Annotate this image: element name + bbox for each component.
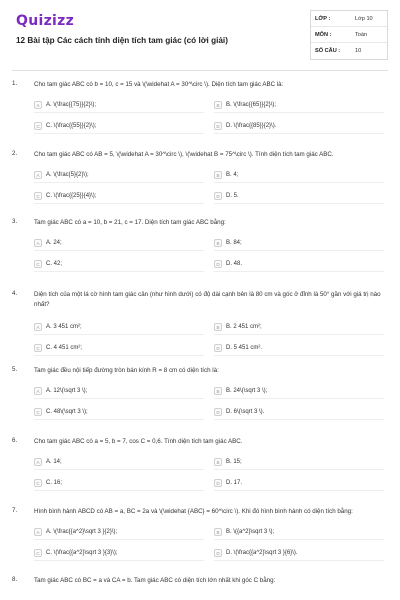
option-a[interactable] (34, 321, 204, 333)
option-letter-box: D (214, 344, 222, 352)
option-underline (214, 539, 384, 540)
option-text: B. 84; (226, 240, 242, 246)
option-underline (214, 419, 384, 420)
option-letter-box: C (34, 408, 42, 416)
option-letter-box: B (214, 387, 222, 395)
option-underline (214, 182, 384, 183)
option-d[interactable] (214, 120, 384, 132)
meta-value: Toán (355, 31, 368, 38)
option-letter-box: B (214, 528, 222, 536)
option-c[interactable] (34, 258, 204, 270)
meta-key: LỚP : (315, 15, 331, 22)
option-b[interactable] (214, 526, 384, 538)
option-text: C. 48\(\sqrt 3 \); (46, 409, 88, 415)
option-d[interactable] (214, 477, 384, 489)
question-number: 5. (12, 366, 18, 373)
question-text: Cho tam giác ABC có a = 5, b = 7, cos C = 0,6. Tính diện tích tam giác ABC. (34, 438, 243, 445)
option-underline (214, 133, 384, 134)
option-underline (34, 355, 204, 356)
option-underline (34, 560, 204, 561)
option-text: C. 42; (46, 261, 63, 267)
meta-row-class (311, 11, 387, 27)
option-a[interactable] (34, 456, 204, 468)
question-number: 2. (12, 150, 18, 157)
option-text: B. 2 451 cm²; (226, 324, 262, 330)
option-letter-box: A (34, 101, 42, 109)
question-number: 8. (12, 576, 18, 583)
document-header (12, 10, 388, 64)
option-b[interactable] (214, 237, 384, 249)
option-text: A. \(\frac{5}{2}\); (46, 172, 89, 178)
option-a[interactable] (34, 237, 204, 249)
option-text: D. 6\(\sqrt 3 \). (226, 409, 265, 415)
option-underline (34, 539, 204, 540)
option-text: A. 14; (46, 459, 62, 465)
question-number: 7. (12, 507, 18, 514)
option-underline (214, 203, 384, 204)
option-b[interactable] (214, 385, 384, 397)
option-text: D. 5 451 cm². (226, 345, 263, 351)
option-underline (34, 398, 204, 399)
question-text: Hình bình hành ABCD có AB = a, BC = 2a và \(\widehat {ABC} = 60^\circ \). Khi đó hình bình hành có diện tích bằng: (34, 508, 353, 515)
option-text: A. 12\(\sqrt 3 \); (46, 388, 88, 394)
question-number: 6. (12, 437, 18, 444)
meta-value: Lớp 10 (355, 15, 373, 22)
option-letter-box: A (34, 323, 42, 331)
option-letter-box: D (214, 122, 222, 130)
option-text: B. 4; (226, 172, 239, 178)
option-letter-box: B (214, 458, 222, 466)
option-b[interactable] (214, 321, 384, 333)
option-letter-box: A (34, 387, 42, 395)
option-text: C. \(\frac{{a^2}\sqrt 3 }{3}\); (46, 550, 118, 556)
option-underline (34, 469, 204, 470)
option-text: D. \(\frac{{85}}{2}\). (226, 123, 277, 129)
document-title: 12 Bài tập Các cách tính diện tích tam giác (có lời giải) (16, 36, 228, 45)
question-number: 1. (12, 80, 18, 87)
option-letter-box: D (214, 479, 222, 487)
option-b[interactable] (214, 169, 384, 181)
option-letter-box: C (34, 549, 42, 557)
option-text: A. \(\frac{{75}}{2}\); (46, 102, 97, 108)
option-underline (214, 112, 384, 113)
option-letter-box: A (34, 239, 42, 247)
option-underline (214, 355, 384, 356)
option-c[interactable] (34, 406, 204, 418)
question-text: Tam giác ABC có BC = a và CA = b. Tam giác ABC có diện tích lớn nhất khi góc C bằng: (34, 577, 276, 584)
option-underline (34, 271, 204, 272)
option-letter-box: B (214, 101, 222, 109)
meta-row-subject (311, 27, 387, 43)
option-c[interactable] (34, 120, 204, 132)
option-underline (34, 419, 204, 420)
quizizz-logo: Quizizz (16, 13, 75, 29)
option-underline (214, 490, 384, 491)
option-text: C. 4 451 cm²; (46, 345, 83, 351)
option-b[interactable] (214, 99, 384, 111)
question-text: Diện tích của một lá cờ hình tam giác cân (như hình dưới) có độ dài cạnh bên là 80 cm và góc ở đỉnh là 50° gần với giá trị nào nhất? (34, 291, 381, 308)
meta-key: MÔN : (315, 31, 332, 38)
option-underline (34, 250, 204, 251)
option-b[interactable] (214, 456, 384, 468)
header-divider (12, 70, 388, 71)
option-letter-box: C (34, 344, 42, 352)
option-c[interactable] (34, 547, 204, 559)
option-c[interactable] (34, 342, 204, 354)
option-letter-box: B (214, 171, 222, 179)
option-underline (214, 250, 384, 251)
option-text: D. \(\frac{{a^2}\sqrt 3 }{6}\). (226, 550, 298, 556)
option-underline (214, 398, 384, 399)
option-a[interactable] (34, 526, 204, 538)
option-c[interactable] (34, 477, 204, 489)
question-text: Tam giác đều nội tiếp đường tròn bán kính R = 8 cm có diện tích là: (34, 367, 219, 374)
question-number: 4. (12, 290, 18, 297)
option-underline (34, 490, 204, 491)
option-letter-box: D (214, 549, 222, 557)
option-text: B. \(\frac{{65}}{2}\); (226, 102, 277, 108)
option-text: A. \(\frac{{a^2}\sqrt 3 }{2}\); (46, 529, 118, 535)
option-text: A. 3 451 cm²; (46, 324, 82, 330)
option-underline (34, 334, 204, 335)
meta-box (310, 10, 388, 60)
option-text: B. 24\(\sqrt 3 \); (226, 388, 268, 394)
option-underline (34, 182, 204, 183)
option-letter-box: B (214, 323, 222, 331)
option-d[interactable] (214, 342, 384, 354)
option-text: B. 15; (226, 459, 242, 465)
option-text: D. 17. (226, 480, 243, 486)
option-a[interactable] (34, 99, 204, 111)
option-text: A. 24; (46, 240, 62, 246)
option-underline (34, 112, 204, 113)
option-underline (214, 469, 384, 470)
option-letter-box: C (34, 260, 42, 268)
option-text: C. 16; (46, 480, 63, 486)
option-underline (214, 334, 384, 335)
question-text: Cho tam giác ABC có b = 10, c = 15 và \(\widehat A = 30^\circ \). Diện tích tam giác ABC là: (34, 81, 284, 88)
question-text: Cho tam giác ABC có AB = 5, \(\widehat A = 30^\circ \), \(\widehat B = 75^\circ \). Tính diện tích tam giác ABC. (34, 151, 334, 158)
option-d[interactable] (214, 258, 384, 270)
option-letter-box: A (34, 171, 42, 179)
option-letter-box: A (34, 458, 42, 466)
option-letter-box: C (34, 479, 42, 487)
option-underline (214, 560, 384, 561)
option-a[interactable] (34, 385, 204, 397)
option-d[interactable] (214, 406, 384, 418)
option-text: B. \({a^2}\sqrt 3 \); (226, 529, 275, 535)
option-letter-box: D (214, 192, 222, 200)
option-letter-box: A (34, 528, 42, 536)
question-text: Tam giác ABC có a = 10, b = 21, c = 17. Diện tích tam giác ABC bằng: (34, 219, 226, 226)
option-letter-box: D (214, 260, 222, 268)
option-text: D. 5. (226, 193, 239, 199)
option-d[interactable] (214, 190, 384, 202)
option-underline (34, 133, 204, 134)
option-d[interactable] (214, 547, 384, 559)
option-a[interactable] (34, 169, 204, 181)
meta-row-count (311, 43, 387, 59)
meta-value: 10 (355, 48, 362, 54)
option-c[interactable] (34, 190, 204, 202)
meta-key: SỐ CÂU : (315, 48, 341, 54)
option-text: C. \(\frac{{55}}{2}\); (46, 123, 97, 129)
option-text: C. \(\frac{{25}}{4}\); (46, 193, 97, 199)
option-underline (34, 203, 204, 204)
option-text: D. 48. (226, 261, 243, 267)
option-underline (214, 271, 384, 272)
option-letter-box: D (214, 408, 222, 416)
option-letter-box: C (34, 192, 42, 200)
option-letter-box: B (214, 239, 222, 247)
option-letter-box: C (34, 122, 42, 130)
question-number: 3. (12, 218, 18, 225)
